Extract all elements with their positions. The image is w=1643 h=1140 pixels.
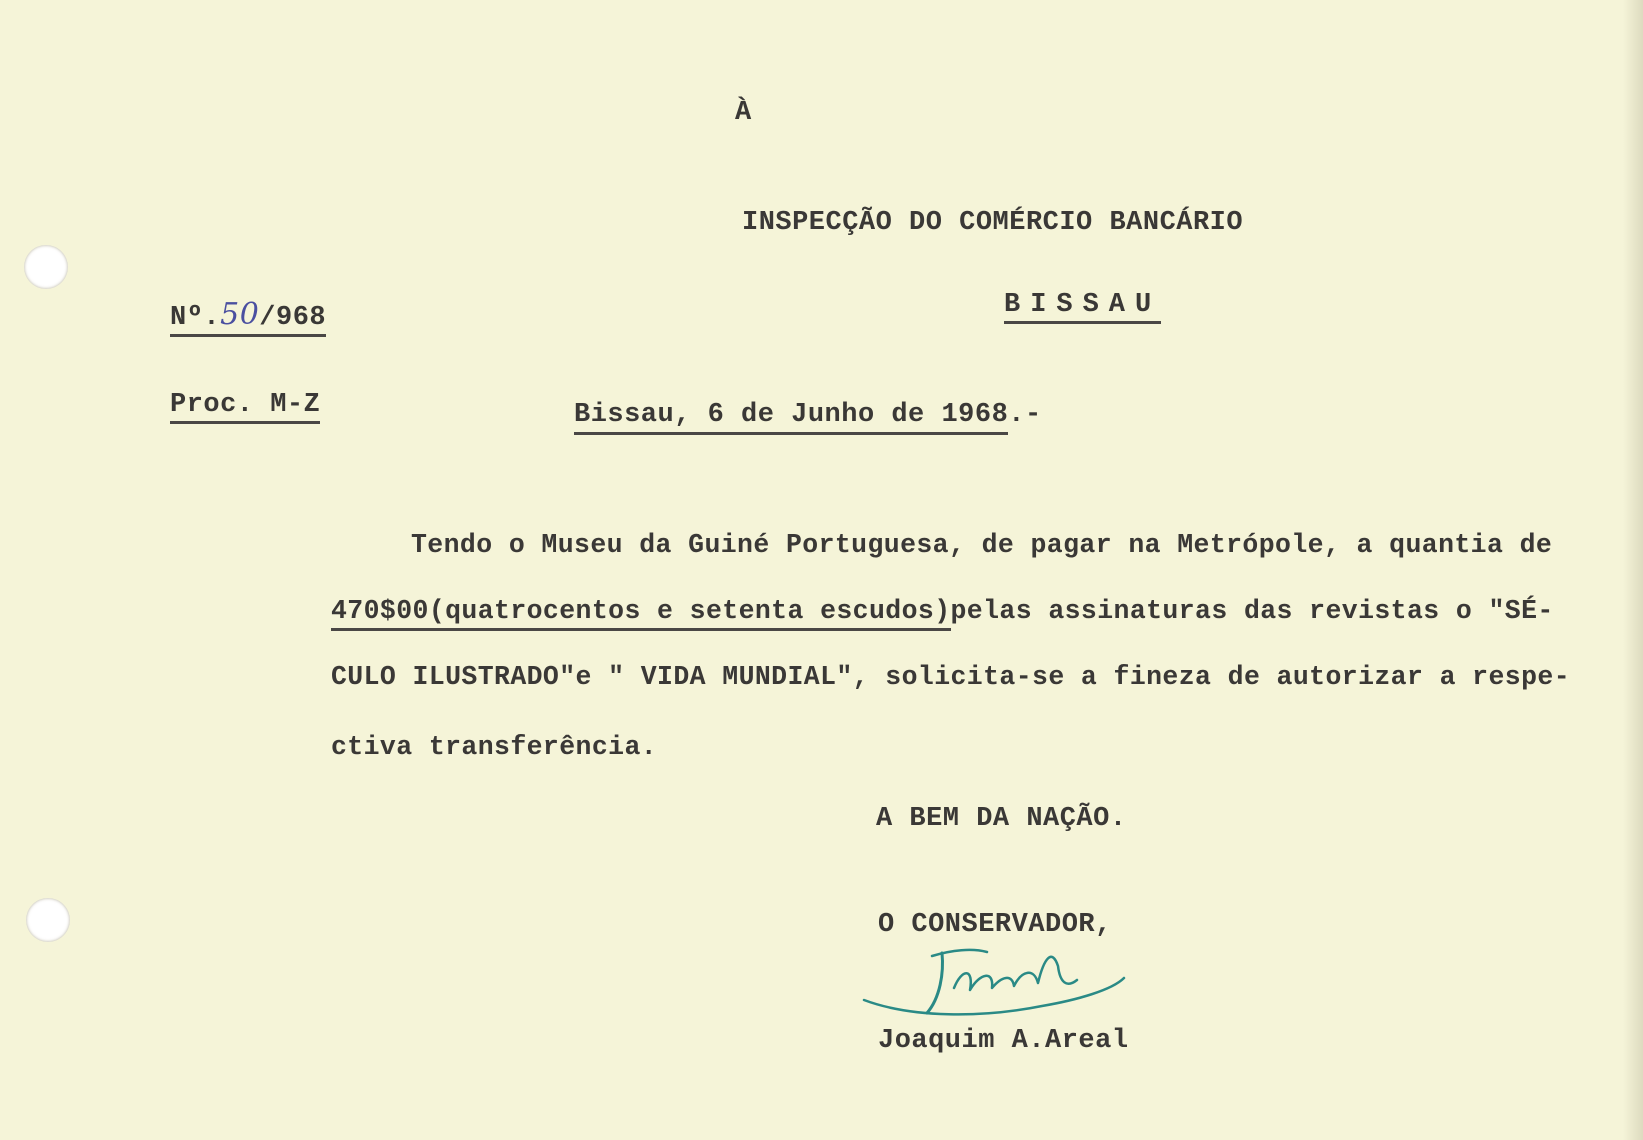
body-line-4: ctiva transferência. — [331, 732, 658, 762]
body-line-3: CULO ILUSTRADO"e " VIDA MUNDIAL", solicita-se a fineza de autorizar a respe- — [331, 662, 1570, 692]
reference-number-prefix: Nº. — [170, 303, 221, 333]
punch-hole-bottom — [26, 898, 70, 942]
signatory-name: Joaquim A.Areal — [878, 1026, 1129, 1056]
salutation: À — [735, 98, 752, 128]
date-text: Bissau, 6 de Junho de 1968 — [574, 400, 1008, 435]
punch-hole-top — [24, 245, 68, 289]
process-reference: Proc. M-Z — [170, 392, 320, 424]
handwritten-signature — [862, 928, 1132, 1028]
reference-number-handwritten: 50 — [220, 297, 260, 332]
document-date — [574, 402, 1042, 429]
closing-motto: A BEM DA NAÇÃO. — [876, 804, 1127, 834]
reference-number — [170, 297, 327, 337]
body-line-2-rest: pelas assinaturas das revistas o "SÉ- — [950, 596, 1554, 626]
reference-number-suffix: /968 — [259, 303, 327, 333]
body-line-1: Tendo o Museu da Guiné Portuguesa, de pagar na Metrópole, a quantia de — [411, 530, 1553, 560]
amount-underlined: 470$00(quatrocentos e setenta escudos) — [331, 596, 951, 631]
page-edge-shadow — [1623, 0, 1643, 1140]
signatory-title: O CONSERVADOR, — [878, 910, 1112, 940]
date-trailing: .- — [1008, 400, 1042, 430]
body-line-2 — [331, 598, 1554, 625]
recipient-name: INSPECÇÃO DO COMÉRCIO BANCÁRIO — [742, 208, 1244, 238]
recipient-city: BISSAU — [1004, 292, 1161, 324]
